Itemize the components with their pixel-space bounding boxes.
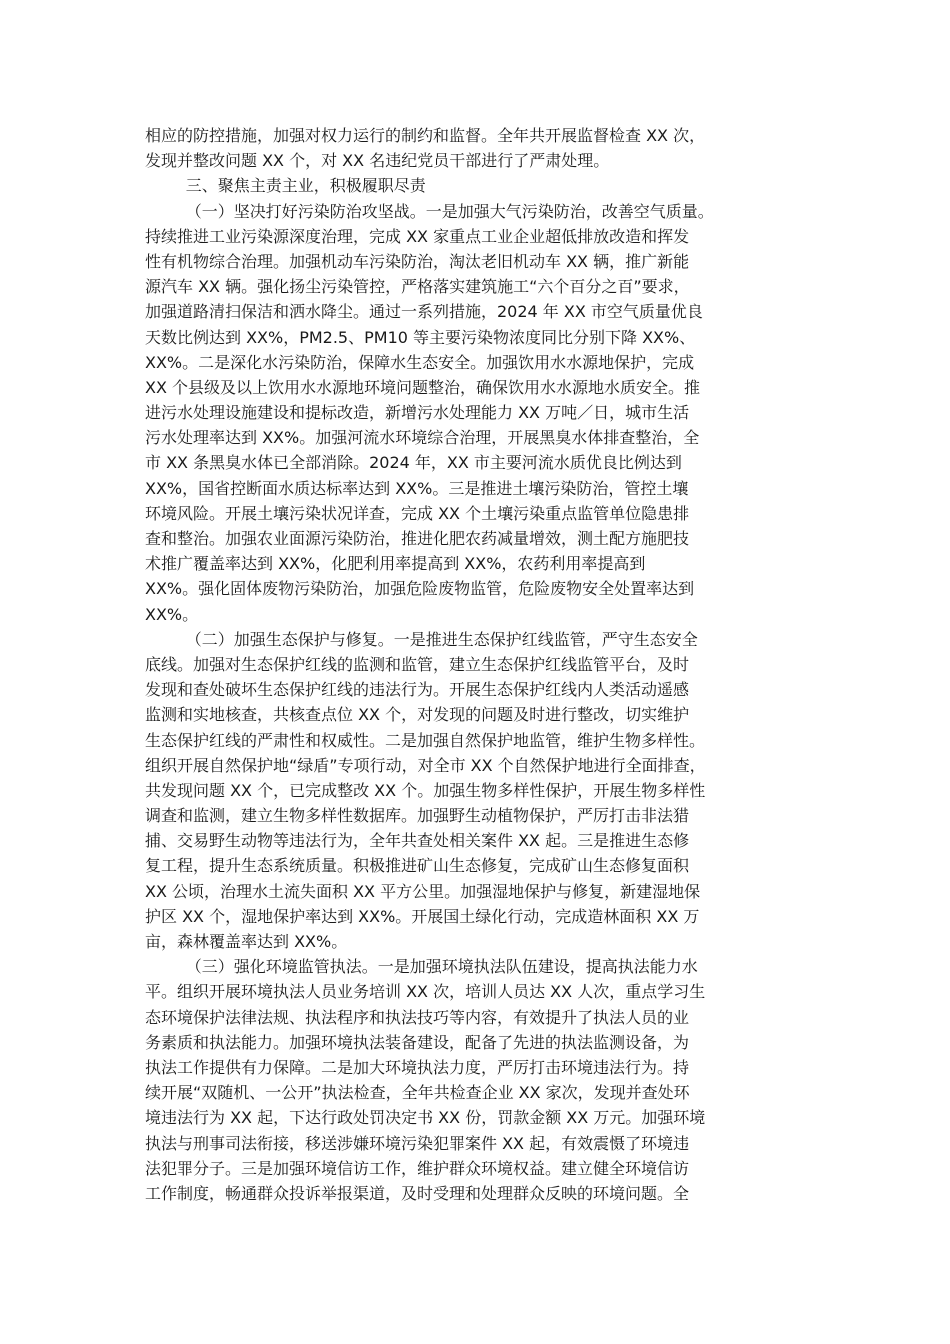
text-line: 进污水处理设施建设和提标改造，新增污水处理能力 XX 万吨／日，城市生活	[145, 403, 690, 423]
text-line: 务素质和执法能力。加强环境执法装备建设，配备了先进的执法监测设备，为	[145, 1032, 690, 1052]
text-line: 加强道路清扫保洁和洒水降尘。通过一系列措施，2024 年 XX 市空气质量优良	[145, 302, 703, 322]
text-line: 执法工作提供有力保障。二是加大环境执法力度，严厉打击环境违法行为。持	[145, 1057, 690, 1077]
paragraph-start: （二）加强生态保护与修复。一是推进生态保护红线监管，严守生态安全	[145, 629, 698, 649]
text-line: 执法与刑事司法衔接，移送涉嫌环境污染犯罪案件 XX 起，有效震慑了环境违	[145, 1133, 690, 1153]
text-line: 工作制度，畅通群众投诉举报渠道，及时受理和处理群众反映的环境问题。全	[145, 1183, 690, 1203]
text-line: 境违法行为 XX 起，下达行政处罚决定书 XX 份，罚款金额 XX 万元。加强环境	[145, 1108, 706, 1128]
text-line: 护区 XX 个，湿地保护率达到 XX%。开展国土绿化行动，完成造林面积 XX 万	[145, 906, 700, 926]
text-line: XX 个县级及以上饮用水水源地环境问题整治，确保饮用水水源地水质安全。推	[145, 377, 701, 397]
text-line: 调查和监测，建立生物多样性数据库。加强野生动植物保护，严厉打击非法猎	[145, 806, 690, 826]
section-heading: 三、聚焦主责主业，积极履职尽责	[145, 176, 426, 196]
text-line: 平。组织开展环境执法人员业务培训 XX 次，培训人员达 XX 人次，重点学习生	[145, 982, 706, 1002]
text-line: 发现和查处破坏生态保护红线的违法行为。开展生态保护红线内人类活动遥感	[145, 680, 690, 700]
text-line: 术推广覆盖率达到 XX%，化肥利用率提高到 XX%，农药利用率提高到	[145, 554, 646, 574]
text-line: 监测和实地核查，共核查点位 XX 个，对发现的问题及时进行整改，切实维护	[145, 705, 690, 725]
text-line	[145, 1206, 805, 1231]
text-line: 态环境保护法律法规、执法程序和执法技巧等内容，有效提升了执法人员的业	[145, 1007, 690, 1027]
text-line: 源汽车 XX 辆。强化扬尘污染管控，严格落实建筑施工“六个百分之百”要求，	[145, 277, 690, 297]
text-line: 性有机物综合治理。加强机动车污染防治，淘汰老旧机动车 XX 辆，推广新能	[145, 251, 690, 271]
text-line: 底线。加强对生态保护红线的监测和监管，建立生态保护红线监管平台，及时	[145, 654, 690, 674]
text-line: 天数比例达到 XX%，PM2.5、PM10 等主要污染物浓度同比分别下降 XX%、	[145, 327, 696, 347]
text-line: 捕、交易野生动物等违法行为，全年共查处相关案件 XX 起。三是推进生态修	[145, 831, 690, 851]
text-line: 查和整治。加强农业面源污染防治，推进化肥农药减量增效，测土配方施肥技	[145, 529, 690, 548]
text-line: 发现并整改问题 XX 个，对 XX 名违纪党员干部进行了严肃处理。	[145, 151, 610, 171]
text-line: 亩，森林覆盖率达到 XX%。	[145, 932, 348, 951]
text-line: XX%，国省控断面水质达标率达到 XX%。三是推进土壤污染防治，管控土壤	[145, 478, 689, 498]
document-body	[145, 123, 805, 1231]
text-line: XX%。强化固体废物污染防治，加强危险废物监管，危险废物安全处置率达到	[145, 579, 695, 599]
paragraph-start: （三）强化环境监管执法。一是加强环境执法队伍建设，提高执法能力水	[145, 957, 698, 977]
text-line: 环境风险。开展土壤污染状况详查，完成 XX 个土壤污染重点监管单位隐患排	[145, 503, 690, 523]
text-line: 组织开展自然保护地“绿盾”专项行动，对全市 XX 个自然保护地进行全面排查，	[145, 755, 706, 775]
text-line: XX%。二是深化水污染防治，保障水生态安全。加强饮用水水源地保护，完成	[145, 352, 695, 372]
text-line: 市 XX 条黑臭水体已全部消除。2024 年，XX 市主要河流水质优良比例达到	[145, 453, 682, 473]
text-line: 相应的防控措施，加强对权力运行的制约和监督。全年共开展监督检查 XX 次，	[145, 126, 706, 145]
text-line: 共发现问题 XX 个，已完成整改 XX 个。加强生物多样性保护，开展生物多样性	[145, 780, 706, 800]
text-line: 污水处理率达到 XX%。加强河流水环境综合治理，开展黑臭水体排查整治，全	[145, 428, 700, 448]
text-line: 生态保护红线的严肃性和权威性。二是加强自然保护地监管，维护生物多样性。	[145, 730, 706, 750]
text-line: 复工程，提升生态系统质量。积极推进矿山生态修复，完成矿山生态修复面积	[145, 856, 690, 876]
text-line: XX%。	[145, 604, 199, 624]
paragraph-start: （一）坚决打好污染防治攻坚战。一是加强大气污染防治，改善空气质量。	[145, 201, 714, 221]
text-line: 续开展“双随机、一公开”执法检查，全年共检查企业 XX 家次，发现并查处环	[145, 1083, 690, 1103]
text-line: 法犯罪分子。三是加强环境信访工作，维护群众环境权益。建立健全环境信访	[145, 1158, 690, 1178]
text-line: XX 公顷，治理水土流失面积 XX 平方公里。加强湿地保护与修复，新建湿地保	[145, 881, 701, 901]
text-line: 持续推进工业污染源深度治理，完成 XX 家重点工业企业超低排放改造和挥发	[145, 226, 690, 246]
